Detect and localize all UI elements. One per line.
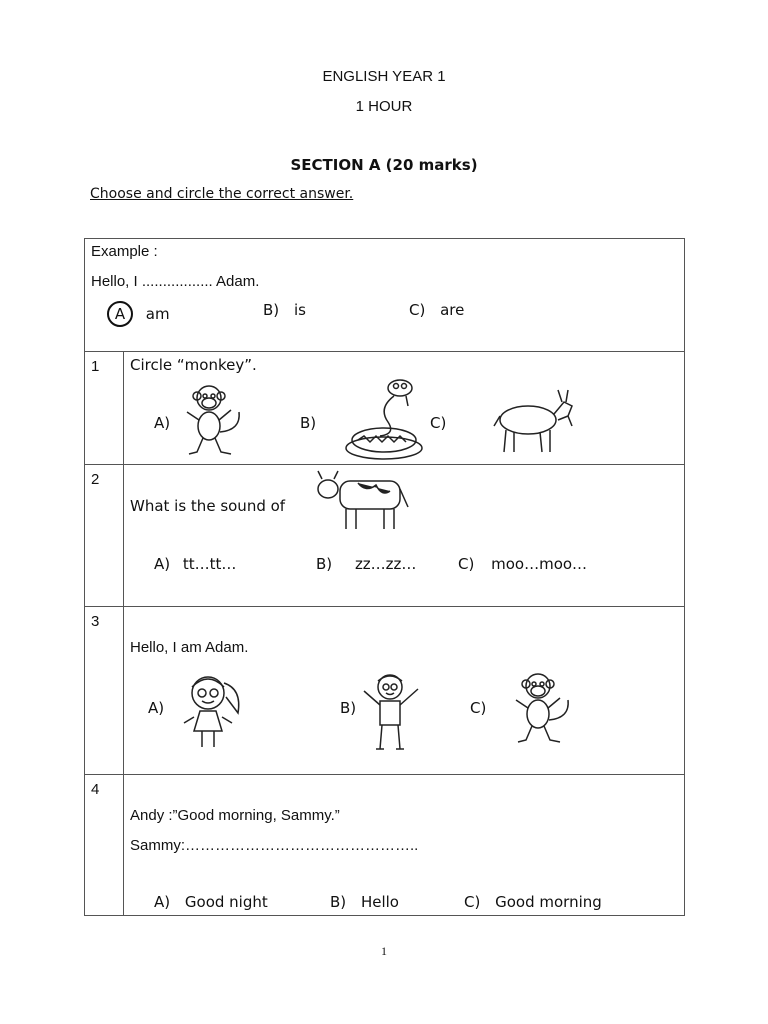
option-b[interactable] bbox=[316, 555, 416, 573]
option-c-letter: C) bbox=[464, 893, 481, 911]
section-title: SECTION A (20 marks) bbox=[290, 156, 478, 174]
option-a-letter: A) bbox=[154, 555, 171, 573]
snake-icon[interactable] bbox=[344, 378, 434, 462]
example-option-c-text: are bbox=[440, 301, 465, 319]
option-c[interactable] bbox=[464, 893, 602, 911]
question-row-4 bbox=[85, 775, 685, 916]
example-option-c-letter: C) bbox=[409, 301, 426, 319]
dialogue-line-sammy: Sammy:……………………………………….. bbox=[130, 837, 419, 854]
girl-icon[interactable] bbox=[176, 669, 256, 755]
option-a[interactable] bbox=[154, 555, 236, 573]
question-row-2 bbox=[85, 465, 685, 607]
example-option-c[interactable] bbox=[409, 301, 464, 319]
question-prompt: Circle “monkey”. bbox=[130, 356, 257, 374]
boy-icon[interactable] bbox=[356, 669, 426, 755]
option-b-letter: B) bbox=[330, 893, 347, 911]
example-option-a-text: am bbox=[145, 305, 170, 323]
option-c[interactable]: C) bbox=[470, 699, 487, 717]
option-a[interactable]: A) bbox=[148, 699, 165, 717]
question-number: 4 bbox=[91, 781, 100, 798]
example-option-a[interactable] bbox=[113, 301, 170, 327]
example-option-b-text: is bbox=[293, 301, 306, 319]
option-a-text: Good night bbox=[184, 893, 268, 911]
option-c-letter: C) bbox=[458, 555, 475, 573]
example-label: Example : bbox=[91, 243, 158, 260]
option-b[interactable] bbox=[330, 893, 399, 911]
option-c[interactable] bbox=[458, 555, 587, 573]
circled-answer-mark: A bbox=[107, 301, 133, 327]
question-number: 3 bbox=[91, 613, 100, 630]
monkey-icon[interactable] bbox=[508, 667, 578, 751]
option-c[interactable]: C) bbox=[430, 414, 447, 432]
question-number: 1 bbox=[91, 358, 100, 375]
option-c-text: Good morning bbox=[495, 893, 602, 911]
option-b-text: Hello bbox=[360, 893, 399, 911]
subject-heading: ENGLISH YEAR 1 bbox=[322, 68, 446, 85]
option-a[interactable] bbox=[154, 893, 268, 911]
question-number: 2 bbox=[91, 471, 100, 488]
page-number: 1 bbox=[381, 944, 387, 958]
example-sentence: Hello, I ................. Adam. bbox=[91, 273, 260, 290]
goat-icon[interactable] bbox=[492, 386, 578, 460]
example-option-b-letter: B) bbox=[263, 301, 280, 319]
duration-heading: 1 HOUR bbox=[355, 98, 413, 115]
cow-icon bbox=[314, 467, 410, 533]
option-a[interactable]: A) bbox=[154, 414, 171, 432]
question-row-1 bbox=[85, 352, 685, 465]
option-b[interactable]: B) bbox=[340, 699, 357, 717]
option-a-letter: A) bbox=[154, 893, 171, 911]
question-prompt: What is the sound of bbox=[130, 497, 286, 515]
option-c-text: moo…moo… bbox=[491, 555, 588, 573]
example-option-b[interactable] bbox=[263, 301, 306, 319]
option-b[interactable]: B) bbox=[300, 414, 317, 432]
dialogue-line-andy: Andy :”Good morning, Sammy.” bbox=[130, 807, 340, 824]
monkey-icon[interactable] bbox=[179, 382, 249, 460]
instruction-text: Choose and circle the correct answer. bbox=[90, 186, 354, 202]
option-b-letter: B) bbox=[316, 555, 333, 573]
example-row bbox=[85, 239, 685, 352]
option-a-text: tt…tt… bbox=[182, 555, 237, 573]
question-row-3 bbox=[85, 607, 685, 775]
question-prompt: Hello, I am Adam. bbox=[130, 639, 249, 656]
option-b-text: zz…zz… bbox=[354, 555, 417, 573]
questions-table bbox=[84, 238, 685, 916]
